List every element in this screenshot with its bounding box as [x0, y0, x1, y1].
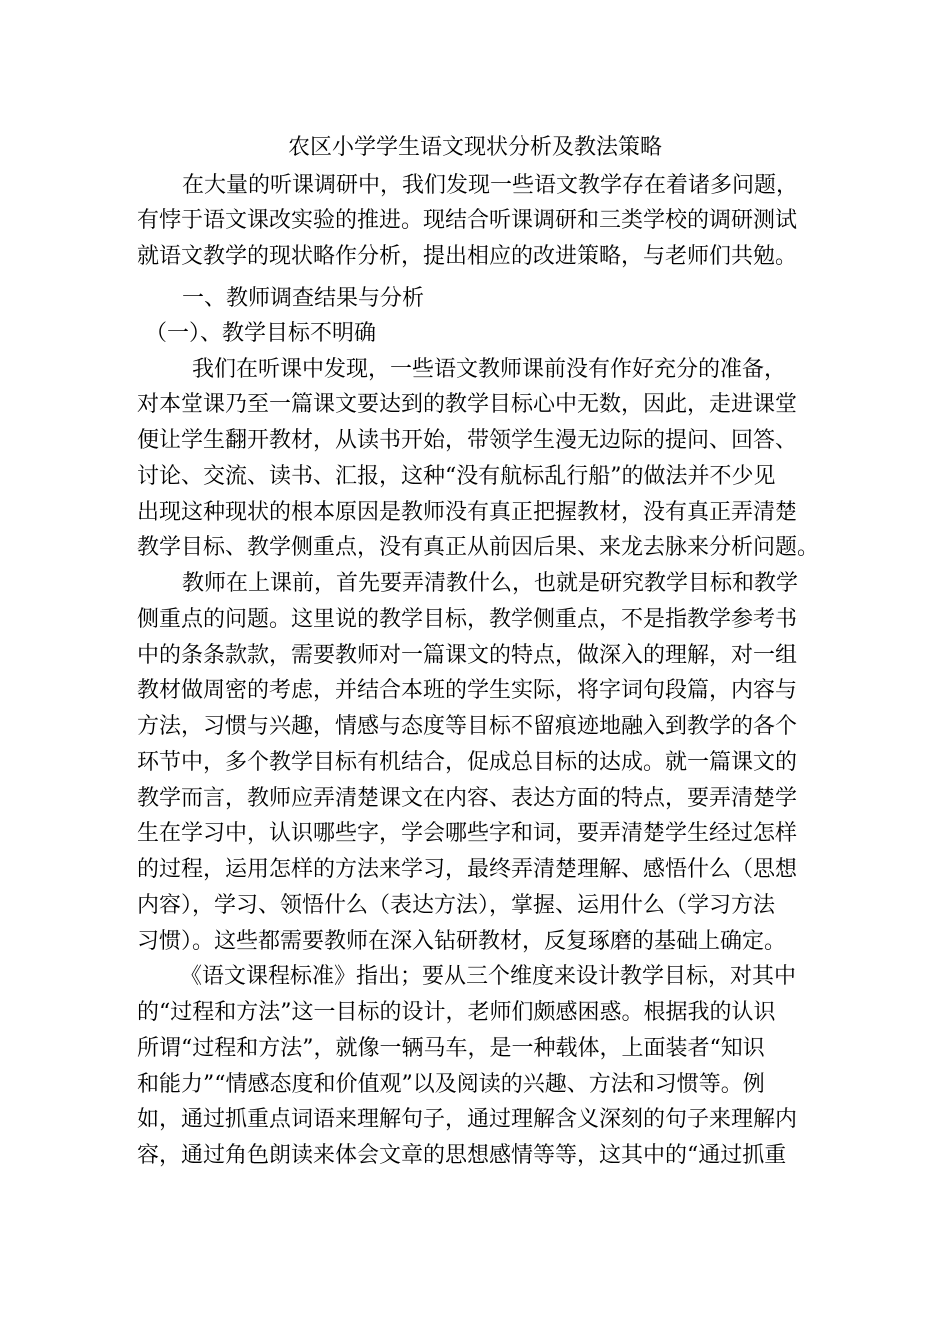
paragraph-line: 环节中，多个教学目标有机结合，促成总目标的达成。就一篇课文的 — [137, 750, 798, 775]
paragraph-line: 方法，习惯与兴趣，情感与态度等目标不留痕迹地融入到教学的各个 — [137, 714, 798, 739]
paragraph-line: 有悖于语文课改实验的推进。现结合听课调研和三类学校的调研测试 — [137, 208, 798, 233]
paragraph-line: 对本堂课乃至一篇课文要达到的教学目标心中无数，因此，走进课堂 — [137, 392, 798, 417]
paragraph-line: 的“过程和方法”这一目标的设计，老师们颇感困惑。根据我的认识 — [137, 1000, 776, 1025]
paragraph-line: 讨论、交流、读书、汇报，这种“没有航标乱行船”的做法并不少见 — [137, 464, 776, 489]
paragraph-line: 教材做周密的考虑，并结合本班的学生实际，将字词句段篇，内容与 — [137, 678, 798, 703]
paragraph-line: 在大量的听课调研中，我们发现一些语文教学存在着诸多问题， — [182, 173, 799, 198]
paragraph-line: 教师在上课前，首先要弄清教什么，也就是研究教学目标和教学 — [182, 571, 799, 596]
paragraph-line: 所谓“过程和方法”，就像一辆马车，是一种载体，上面装者“知识 — [137, 1036, 765, 1061]
paragraph-line: 中的条条款款，需要教师对一篇课文的特点，做深入的理解，对一组 — [137, 643, 798, 668]
paragraph-line: 的过程，运用怎样的方法来学习，最终弄清楚理解、感悟什么（思想 — [137, 857, 798, 882]
paragraph-line: 习惯）。这些都需要教师在深入钻研教材，反复琢磨的基础上确定。 — [137, 929, 787, 954]
paragraph-line: 教学目标、教学侧重点，没有真正从前因后果、来龙去脉来分析问题。 — [137, 535, 820, 560]
subsection-heading: （一）、教学目标不明确 — [145, 321, 377, 346]
paragraph-line: 容，通过角色朗读来体会文章的思想感情等等，这其中的“通过抓重 — [137, 1143, 787, 1168]
paragraph-line: 我们在听课中发现，一些语文教师课前没有作好充分的准备， — [192, 357, 787, 382]
paragraph-line: 内容），学习、领悟什么（表达方法），掌握、运用什么（学习方法 — [137, 893, 776, 918]
section-heading: 一、教师调查结果与分析 — [182, 286, 425, 311]
paragraph-line: 侧重点的问题。这里说的教学目标，教学侧重点，不是指教学参考书 — [137, 607, 798, 632]
paragraph-line: 出现这种现状的根本原因是教师没有真正把握教材，没有真正弄清楚 — [137, 500, 798, 525]
paragraph-line: 便让学生翻开教材，从读书开始，带领学生漫无边际的提问、回答、 — [137, 428, 798, 453]
paragraph-line: 生在学习中，认识哪些字，学会哪些字和词，要弄清楚学生经过怎样 — [137, 821, 798, 846]
paragraph-line: 就语文教学的现状略作分析，提出相应的改进策略，与老师们共勉。 — [137, 244, 798, 269]
paragraph-line: 《语文课程标准》指出；要从三个维度来设计教学目标，对其中 — [180, 964, 797, 989]
document-title: 农区小学学生语文现状分析及教法策略 — [287, 135, 662, 160]
paragraph-line: 教学而言，教师应弄清楚课文在内容、表达方面的特点，要弄清楚学 — [137, 786, 798, 811]
paragraph-line: 和能力”“情感态度和价值观”以及阅读的兴趣、方法和习惯等。例 — [137, 1072, 765, 1097]
paragraph-line: 如，通过抓重点词语来理解句子，通过理解含义深刻的句子来理解内 — [137, 1107, 798, 1132]
